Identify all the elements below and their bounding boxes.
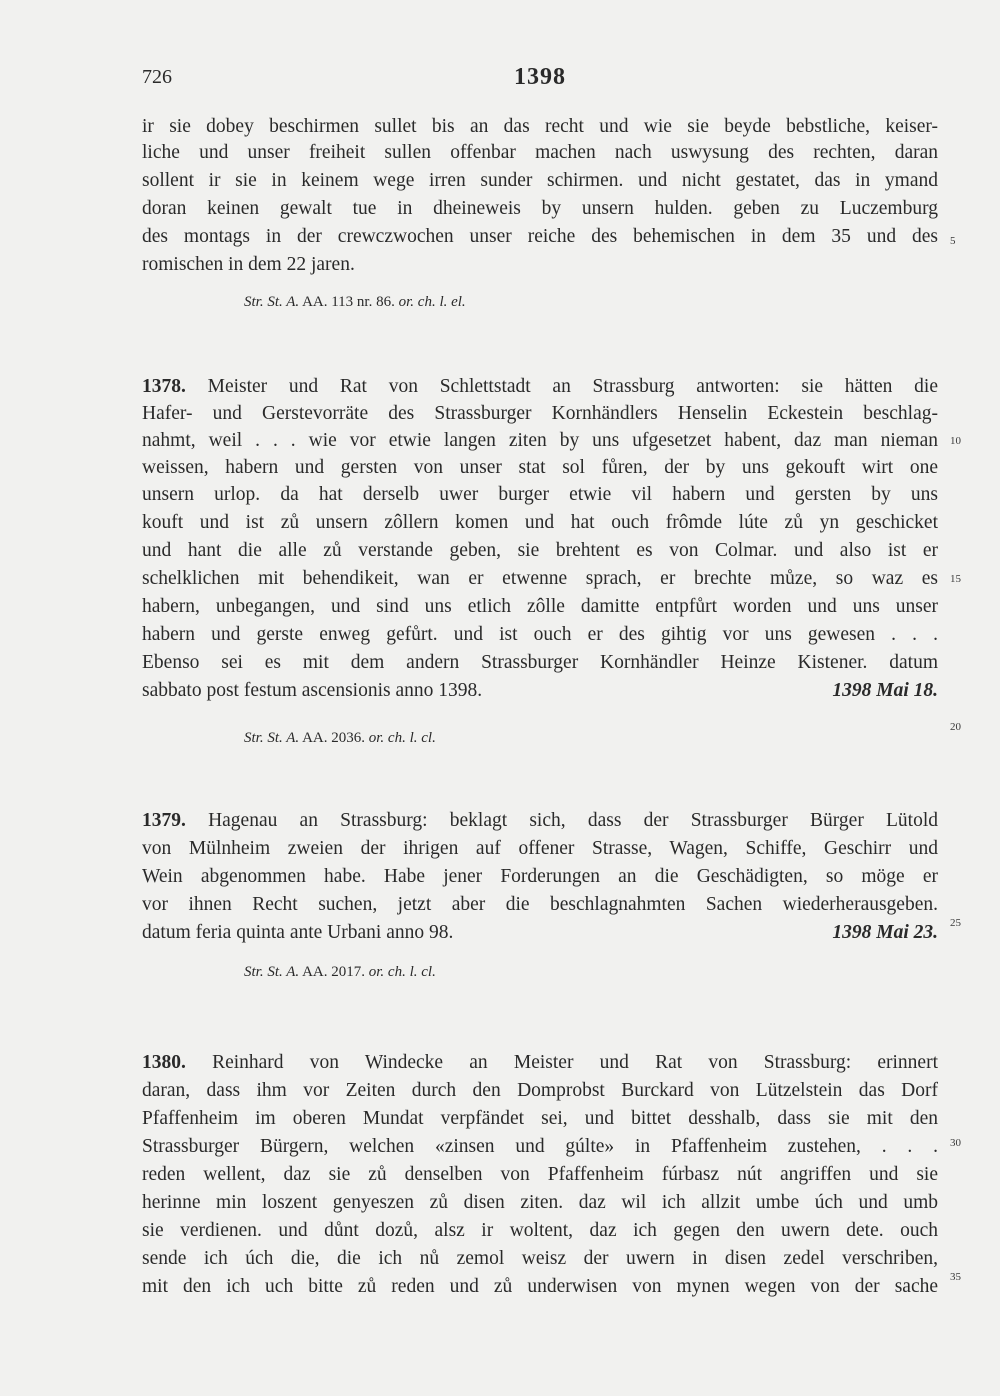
margin-line-number: 25 <box>950 917 961 929</box>
intro-line: ir sie dobey beschirmen sullet bis an das recht und wie sie beyde bebstliche, keiser- <box>142 116 938 137</box>
document-1378-first-line: 1378. Meister und Rat von Schlettstadt an Strassburg antworten: sie hätten die <box>142 376 938 397</box>
document-line: herinne min loszent genyeszen zů disen ziten. daz wil ich allzit umbe úch und umb <box>142 1192 938 1213</box>
document-date: 1398 Mai 23. <box>832 922 938 943</box>
document-line: unsern urlop. da hat derselb uwer burger etwie vil habern und gersten by uns <box>142 484 938 505</box>
document-line: nahmt, weil . . . wie vor etwie langen ziten by uns ufgesetzet habent, daz man nieman <box>142 430 938 451</box>
document-line: habern und gerste enweg gefůrt. und ist ouch er des gihtig vor uns gewesen . . . <box>142 624 938 645</box>
document-line: Strassburger Bürgern, welchen «zinsen und gúlte» in Pfaffenheim zustehen, . . . <box>142 1136 938 1157</box>
margin-line-number: 5 <box>950 235 956 247</box>
document-line: habern, unbegangen, und sind uns etlich zôlle damitte entpfůrt worden und uns unser <box>142 596 938 617</box>
document-line: Hafer- und Gerstevorräte des Strassburger Kornhändlers Henselin Eckestein beschlag- <box>142 403 938 424</box>
document-line: und hant die alle zů verstande geben, sie brehtent es von Colmar. und also ist er <box>142 540 938 561</box>
source-citation: Str. St. A. AA. 113 nr. 86. or. ch. l. el. <box>244 294 466 310</box>
margin-line-number: 30 <box>950 1137 961 1149</box>
document-line: sie verdienen. und důnt dozů, alsz ir woltent, daz ich gegen den uwern dete. ouch <box>142 1220 938 1241</box>
margin-line-number: 15 <box>950 573 961 585</box>
document-number: 1380. <box>142 1052 186 1073</box>
document-number: 1378. <box>142 376 186 397</box>
intro-line: sollent ir sie in keinem wege irren sunder schirmen. und nicht gestatet, das in ymand <box>142 170 938 191</box>
page-number: 726 <box>142 66 172 88</box>
intro-line: romischen in dem 22 jaren. <box>142 254 355 275</box>
margin-line-number: 10 <box>950 435 961 447</box>
document-line: kouft und ist zů unsern zôllern komen und hat ouch frômde lúte zů yn geschicket <box>142 512 938 533</box>
margin-line-number: 35 <box>950 1271 961 1283</box>
document-line: daran, dass ihm vor Zeiten durch den Domprobst Burckard von Lützelstein das Dorf <box>142 1080 938 1101</box>
document-1379-first-line: 1379. Hagenau an Strassburg: beklagt sich, dass der Strassburger Bürger Lütold <box>142 810 938 831</box>
document-closing-line: datum feria quinta ante Urbani anno 98. 1398 Mai 23. <box>142 920 938 946</box>
document-line: weissen, habern und gersten von unser stat sol fůren, der by uns gekouft wirt one <box>142 457 938 478</box>
source-citation: Str. St. A. AA. 2017. or. ch. l. cl. <box>244 964 436 980</box>
intro-line: des montags in der crewczwochen unser reiche des behemischen in dem 35 und des <box>142 226 938 247</box>
intro-line: doran keinen gewalt tue in dheineweis by unsern hulden. geben zu Luczemburg <box>142 198 938 219</box>
page-header <box>142 66 942 106</box>
source-citation: Str. St. A. AA. 2036. or. ch. l. cl. <box>244 730 436 746</box>
document-line: sende ich úch die, die ich nů zemol weisz der uwern in disen zedel verschriben, <box>142 1248 938 1269</box>
document-line: mit den ich uch bitte zů reden und zů underwisen von mynen wegen von der sache <box>142 1276 938 1297</box>
intro-line: liche und unser freiheit sullen offenbar machen nach uswysung des rechten, daran <box>142 142 938 163</box>
document-line: von Mülnheim zweien der ihrigen auf offener Strasse, Wagen, Schiffe, Geschirr und <box>142 838 938 859</box>
document-number: 1379. <box>142 810 186 831</box>
document-closing-line: sabbato post festum ascensionis anno 1398. 1398 Mai 18. <box>142 678 938 704</box>
document-line: Pfaffenheim im oberen Mundat verpfändet sei, und bittet desshalb, dass sie mit den <box>142 1108 938 1129</box>
document-line: Ebenso sei es mit dem andern Strassburger Kornhändler Heinze Kistener. datum <box>142 652 938 673</box>
document-line: schelklichen mit behendikeit, wan er etwenne sprach, er brechte můze, so waz es <box>142 568 938 589</box>
document-line: Wein abgenommen habe. Habe jener Forderungen an die Geschädigten, so möge er <box>142 866 938 887</box>
document-1380-first-line: 1380. Reinhard von Windecke an Meister und Rat von Strassburg: erinnert <box>142 1052 938 1073</box>
document-date: 1398 Mai 18. <box>832 680 938 701</box>
document-line: vor ihnen Recht suchen, jetzt aber die beschlagnahmten Sachen wiederherausgeben. <box>142 894 938 915</box>
running-year: 1398 <box>514 64 566 90</box>
margin-line-number: 20 <box>950 721 961 733</box>
document-line: reden wellent, daz sie zů denselben von Pfaffenheim fúrbasz nút angriffen und sie <box>142 1164 938 1185</box>
